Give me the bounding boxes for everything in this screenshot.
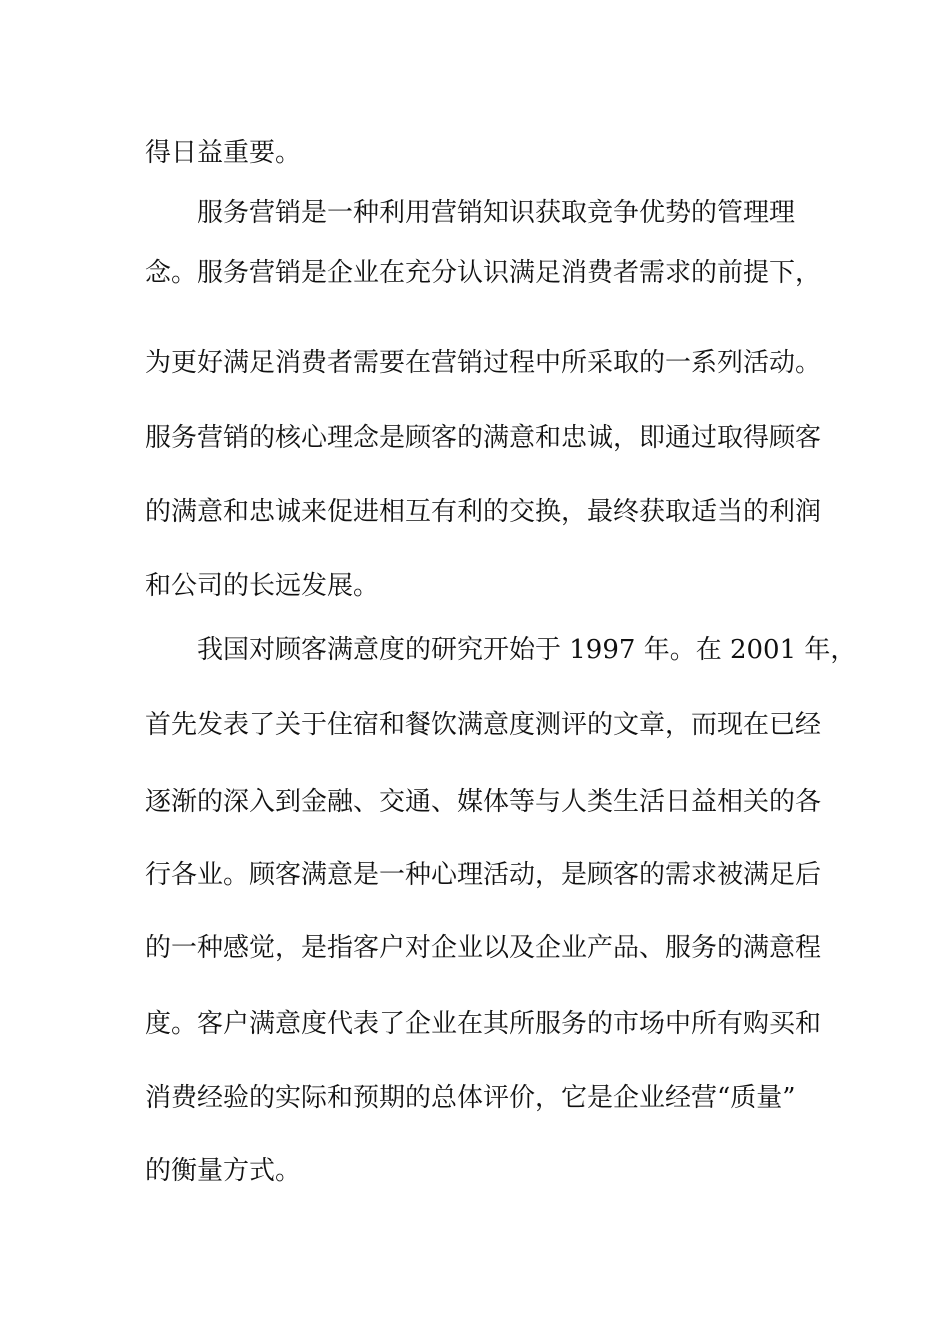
paragraph-line: 度。客户满意度代表了企业在其所服务的市场中所有购买和: [145, 1009, 822, 1039]
paragraph-line: 逐渐的深入到金融、交通、媒体等与人类生活日益相关的各: [145, 787, 822, 817]
paragraph-line: 行各业。顾客满意是一种心理活动，是顾客的需求被满足后: [145, 860, 822, 890]
paragraph-line: 和公司的长远发展。: [145, 571, 380, 601]
paragraph-line: 得日益重要。: [145, 138, 302, 168]
paragraph-line: 的衡量方式。: [145, 1156, 302, 1186]
paragraph-line: 念。服务营销是企业在充分认识满足消费者需求的前提下，: [145, 258, 822, 288]
paragraph-line: 消费经验的实际和预期的总体评价，它是企业经营“质量”: [145, 1083, 796, 1113]
paragraph-line: 我国对顾客满意度的研究开始于 1997 年。在 2001 年，: [197, 635, 857, 665]
paragraph-line: 首先发表了关于住宿和餐饮满意度测评的文章，而现在已经: [145, 710, 822, 740]
paragraph-line: 服务营销是一种利用营销知识获取竞争优势的管理理: [197, 198, 796, 228]
paragraph-line: 为更好满足消费者需要在营销过程中所采取的一系列活动。: [145, 348, 822, 378]
paragraph-line: 的满意和忠诚来促进相互有利的交换，最终获取适当的利润: [145, 497, 822, 527]
paragraph-line: 服务营销的核心理念是顾客的满意和忠诚，即通过取得顾客: [145, 423, 822, 453]
paragraph-line: 的一种感觉，是指客户对企业以及企业产品、服务的满意程: [145, 933, 822, 963]
